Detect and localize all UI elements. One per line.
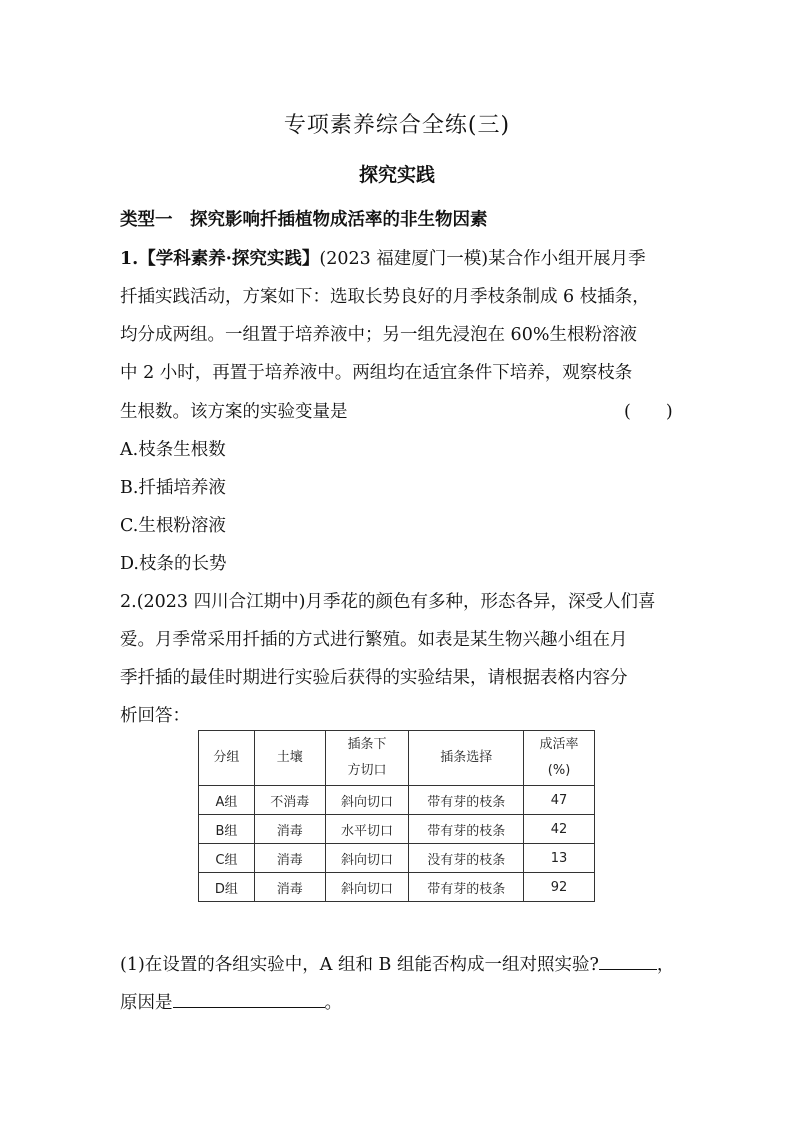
cell-cut: 斜向切口: [325, 844, 409, 873]
cell-group: D组: [199, 873, 255, 902]
cell-soil: 消毒: [254, 815, 325, 844]
page-title: 专项素养综合全练(三): [283, 113, 511, 138]
q2-sub1-text-c: 原因是: [120, 993, 173, 1013]
table-row: [199, 786, 595, 815]
q1-text-1: (2023 福建厦门一模)某合作小组开展月季: [319, 249, 646, 269]
q1-line-4: 中 2 小时，再置于培养液中。两组均在适宜条件下培养，观察枝条: [120, 363, 633, 383]
q2-sub1-text-a: (1)在设置的各组实验中，A 组和 B 组能否构成一组对照实验?: [120, 955, 599, 975]
q1-number-tag: 1.【学科素养·探究实践】: [120, 249, 320, 269]
section-heading: 类型一 探究影响扦插植物成活率的非生物因素: [120, 210, 488, 230]
header-survival: 成活率 (%): [524, 731, 595, 786]
cell-soil: 消毒: [254, 873, 325, 902]
experiment-table: [198, 730, 595, 902]
cell-survival: 42: [524, 815, 595, 844]
header-soil: 土壤: [254, 731, 325, 786]
page-subtitle: 探究实践: [358, 164, 435, 186]
q2-line-3: 季扦插的最佳时期进行实验后获得的实验结果，请根据表格内容分: [120, 668, 628, 688]
cell-survival: 92: [524, 873, 595, 902]
cell-cut: 斜向切口: [325, 873, 409, 902]
q1-option-a: A.枝条生根数: [120, 440, 226, 460]
table-row: [199, 873, 595, 902]
q1-line-2: 扦插实践活动，方案如下：选取长势良好的月季枝条制成 6 枝插条，: [120, 287, 650, 307]
cell-cutting: 带有芽的枝条: [409, 873, 524, 902]
table-row: [199, 815, 595, 844]
table-header-row: [199, 731, 595, 786]
cell-soil: 消毒: [254, 844, 325, 873]
header-group: 分组: [199, 731, 255, 786]
cell-cutting: 带有芽的枝条: [409, 815, 524, 844]
q2-sub1-text-d: 。: [324, 993, 342, 1013]
table-row: [199, 844, 595, 873]
q2-line-1: 2.(2023 四川合江期中)月季花的颜色有多种，形态各异，深受人们喜: [120, 592, 656, 612]
cell-group: B组: [199, 815, 255, 844]
q2-sub1-line-2: [120, 989, 342, 1014]
cell-soil: 不消毒: [254, 786, 325, 815]
answer-blank-1[interactable]: [599, 953, 657, 970]
header-cut: 插条下 方切口: [325, 731, 409, 786]
q1-line-5: 生根数。该方案的实验变量是: [120, 402, 348, 422]
q2-line-4: 析回答：: [120, 706, 190, 726]
q1-option-b: B.扦插培养液: [120, 478, 226, 498]
cell-survival: 47: [524, 786, 595, 815]
cell-cut: 水平切口: [325, 815, 409, 844]
q1-option-c: C.生根粉溶液: [120, 516, 226, 536]
answer-blank-2[interactable]: [173, 991, 325, 1008]
q2-sub1-text-b: ，: [656, 955, 675, 975]
q1-line-1: [120, 245, 646, 270]
q1-answer-paren: ( ): [624, 402, 673, 422]
cell-cut: 斜向切口: [325, 786, 409, 815]
cell-cutting: 没有芽的枝条: [409, 844, 524, 873]
q2-sub1-line-1: [120, 951, 674, 976]
cell-group: A组: [199, 786, 255, 815]
cell-cutting: 带有芽的枝条: [409, 786, 524, 815]
cell-group: C组: [199, 844, 255, 873]
q1-line-3: 均分成两组。一组置于培养液中；另一组先浸泡在 60%生根粉溶液: [120, 325, 637, 345]
q2-line-2: 爱。月季常采用扦插的方式进行繁殖。如表是某生物兴趣小组在月: [120, 630, 628, 650]
header-cutting: 插条选择: [409, 731, 524, 786]
q1-option-d: D.枝条的长势: [120, 554, 227, 574]
cell-survival: 13: [524, 844, 595, 873]
